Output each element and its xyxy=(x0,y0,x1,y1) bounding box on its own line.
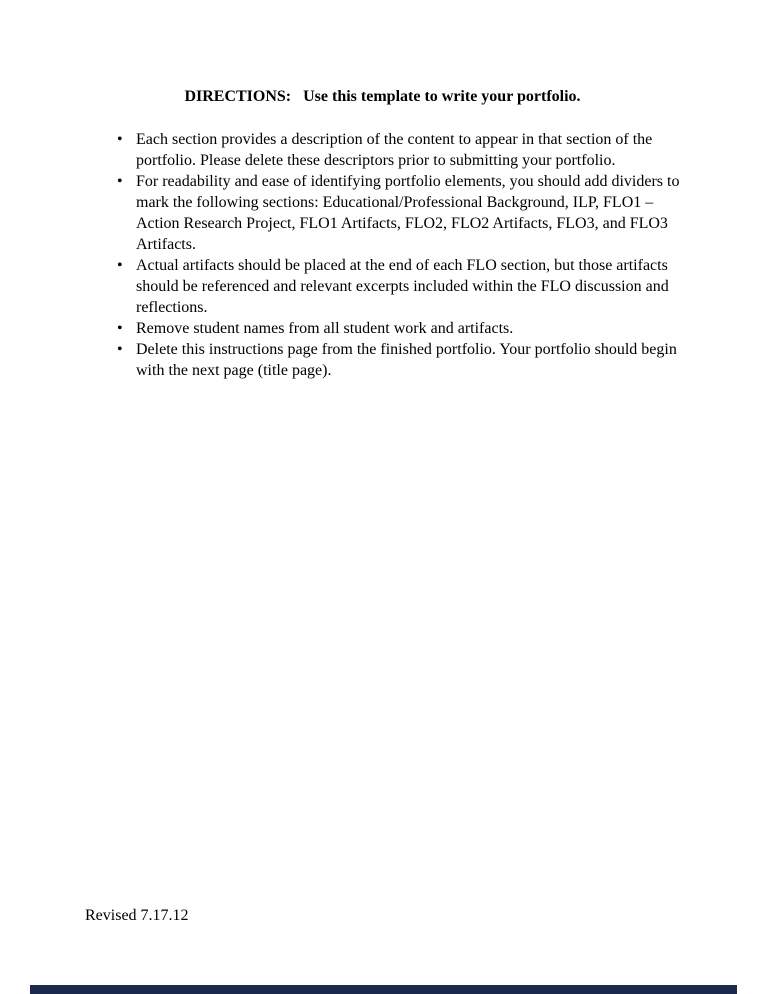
list-item: • Remove student names from all student work and artifacts. xyxy=(136,318,680,339)
bottom-bar xyxy=(30,985,737,994)
revision-note: Revised 7.17.12 xyxy=(85,907,189,924)
list-item: • Delete this instructions page from the finished portfolio. Your portfolio should begin with the next page (title page). xyxy=(136,339,680,381)
page-title: DIRECTIONS: Use this template to write your portfolio. xyxy=(184,88,581,105)
list-item: • Actual artifacts should be placed at the end of each FLO section, but those artifacts should be referenced and relevant excerpts included within the FLO discussion and reflections. xyxy=(136,255,680,318)
list-item: • For readability and ease of identifying portfolio elements, you should add dividers to mark the following sections: Educational/Professional Background, ILP, FLO1 – Action Research Project, FLO1 Artifacts, FLO2, FLO2 Artifacts, FLO3, and FLO3 Artifacts. xyxy=(136,171,680,255)
bullet-list xyxy=(85,129,680,381)
document-content xyxy=(85,86,680,381)
list-item: • Each section provides a description of the content to appear in that section of the portfolio. Please delete these descriptors prior to submitting your portfolio. xyxy=(136,129,680,171)
